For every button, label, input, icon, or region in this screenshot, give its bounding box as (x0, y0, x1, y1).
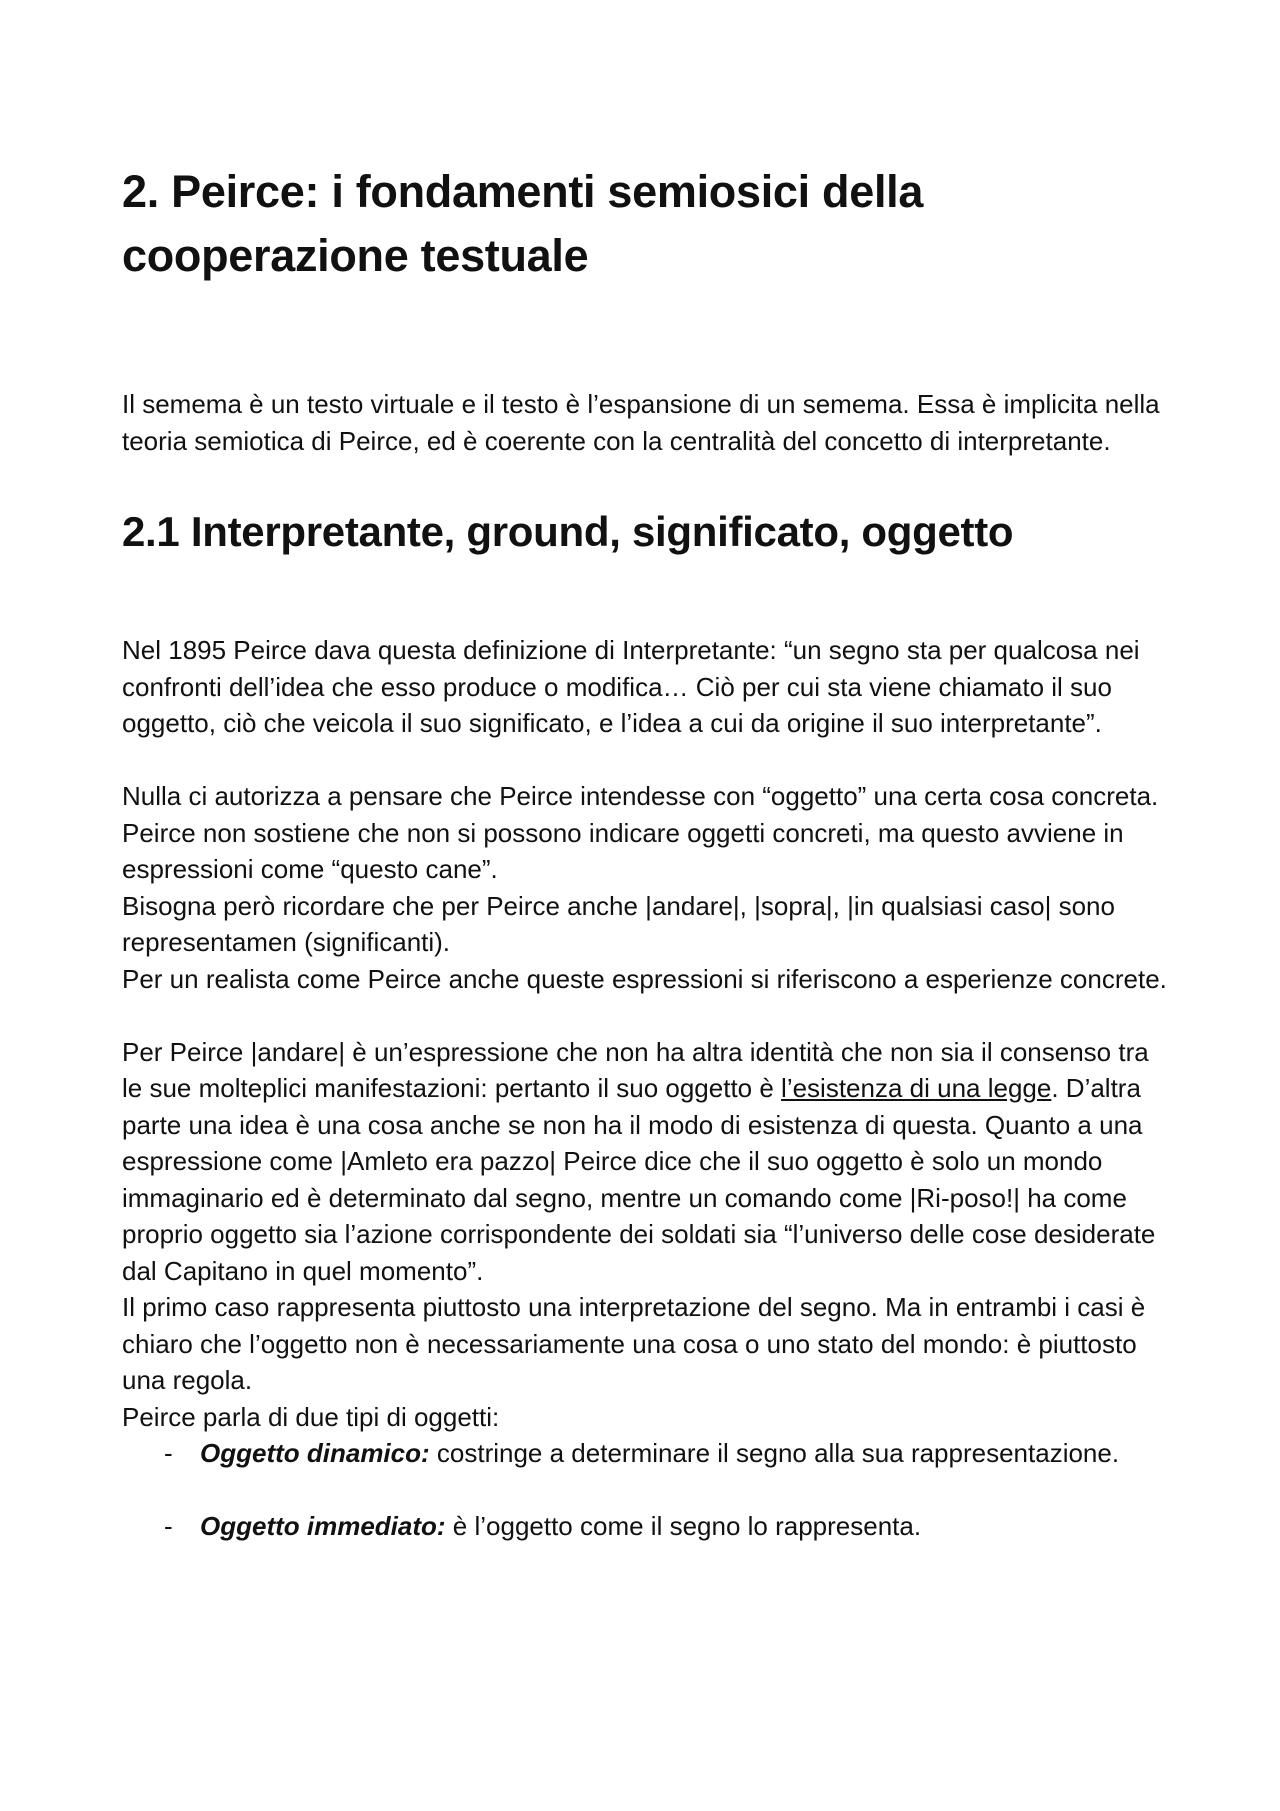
object-paragraph-line: Per un realista come Peirce anche queste espressioni si riferiscono a esperienze concrete. (122, 963, 1167, 994)
rule-paragraph: Il primo caso rappresenta piuttosto una interpretazione del segno. Ma in entrambi i casi è chiaro che l’oggetto non è necessariamente una cosa o uno stato del mondo: è piuttosto una regola. (122, 1292, 1146, 1395)
list-item (122, 1435, 1167, 1472)
object-types-intro: Peirce parla di due tipi di oggetti: (122, 1401, 500, 1432)
document-page (122, 160, 1167, 1545)
law-paragraph (122, 1034, 1167, 1290)
underlined-phrase: l’esistenza di una legge (781, 1073, 1052, 1103)
list-item-term: Oggetto immediato: (200, 1511, 446, 1541)
spacer (122, 459, 1167, 504)
dash-marker: - (164, 1511, 173, 1541)
spacer (122, 560, 1167, 632)
spacer (122, 288, 1167, 386)
section-heading: 2.1 Interpretante, ground, significato, oggetto (122, 508, 1014, 555)
page-title: 2. Peirce: i fondamenti semiosici della cooperazione testuale (122, 166, 924, 281)
object-paragraph-line: Nulla ci autorizza a pensare che Peirce intendesse con “oggetto” una certa cosa concreta. Peirce non sostiene che non si possono indicare oggetti concreti, ma questo avviene in espressioni come “questo cane”. (122, 781, 1159, 884)
spacer (122, 742, 1167, 779)
dash-marker: - (164, 1438, 173, 1468)
object-types-list (122, 1435, 1167, 1545)
spacer (122, 997, 1167, 1034)
definition-paragraph: Nel 1895 Peirce dava questa definizione di Interpretante: “un segno sta per qualcosa nei confronti dell’idea che esso produce o modifica… Ciò per cui sta viene chiamato il suo oggetto, ciò che veicola il suo significato, e l’idea a cui da origine il suo interpretante”. (122, 635, 1140, 738)
law-paragraph-start: Per Peirce |andare| è un’espressione che non ha altra identità che non sia il consenso tra le sue molteplici manifestazioni: pertanto il suo oggetto è (122, 1036, 1149, 1103)
object-paragraph-line: Bisogna però ricordare che per Peirce anche |andare|, |sopra|, |in qualsiasi caso| sono representamen (significanti). (122, 890, 1115, 957)
law-paragraph-end: . D’altra parte una idea è una cosa anche se non ha il modo di esistenza di questa. Quanto a una espressione come |Amleto era pazzo| Peirce dice che il suo oggetto è solo un mondo immaginario ed è determinato dal segno, mentre un comando come |Ri-poso!| ha come proprio oggetto sia l’azione corrispondente dei soldati sia “l’universo delle cose desiderate dal Capitano in quel momento”. (122, 1073, 1156, 1286)
list-item-term: Oggetto dinamico: (200, 1438, 430, 1468)
intro-paragraph: Il semema è un testo virtuale e il testo è l’espansione di un semema. Essa è implicita nella teoria semiotica di Peirce, ed è coerente con la centralità del concetto di interpretante. (122, 389, 1160, 456)
list-item-text: costringe a determinare il segno alla sua rappresentazione. (429, 1438, 1120, 1468)
spacer (122, 1472, 1167, 1509)
list-item (122, 1508, 1167, 1545)
list-item-text: è l’oggetto come il segno lo rappresenta. (445, 1511, 922, 1541)
